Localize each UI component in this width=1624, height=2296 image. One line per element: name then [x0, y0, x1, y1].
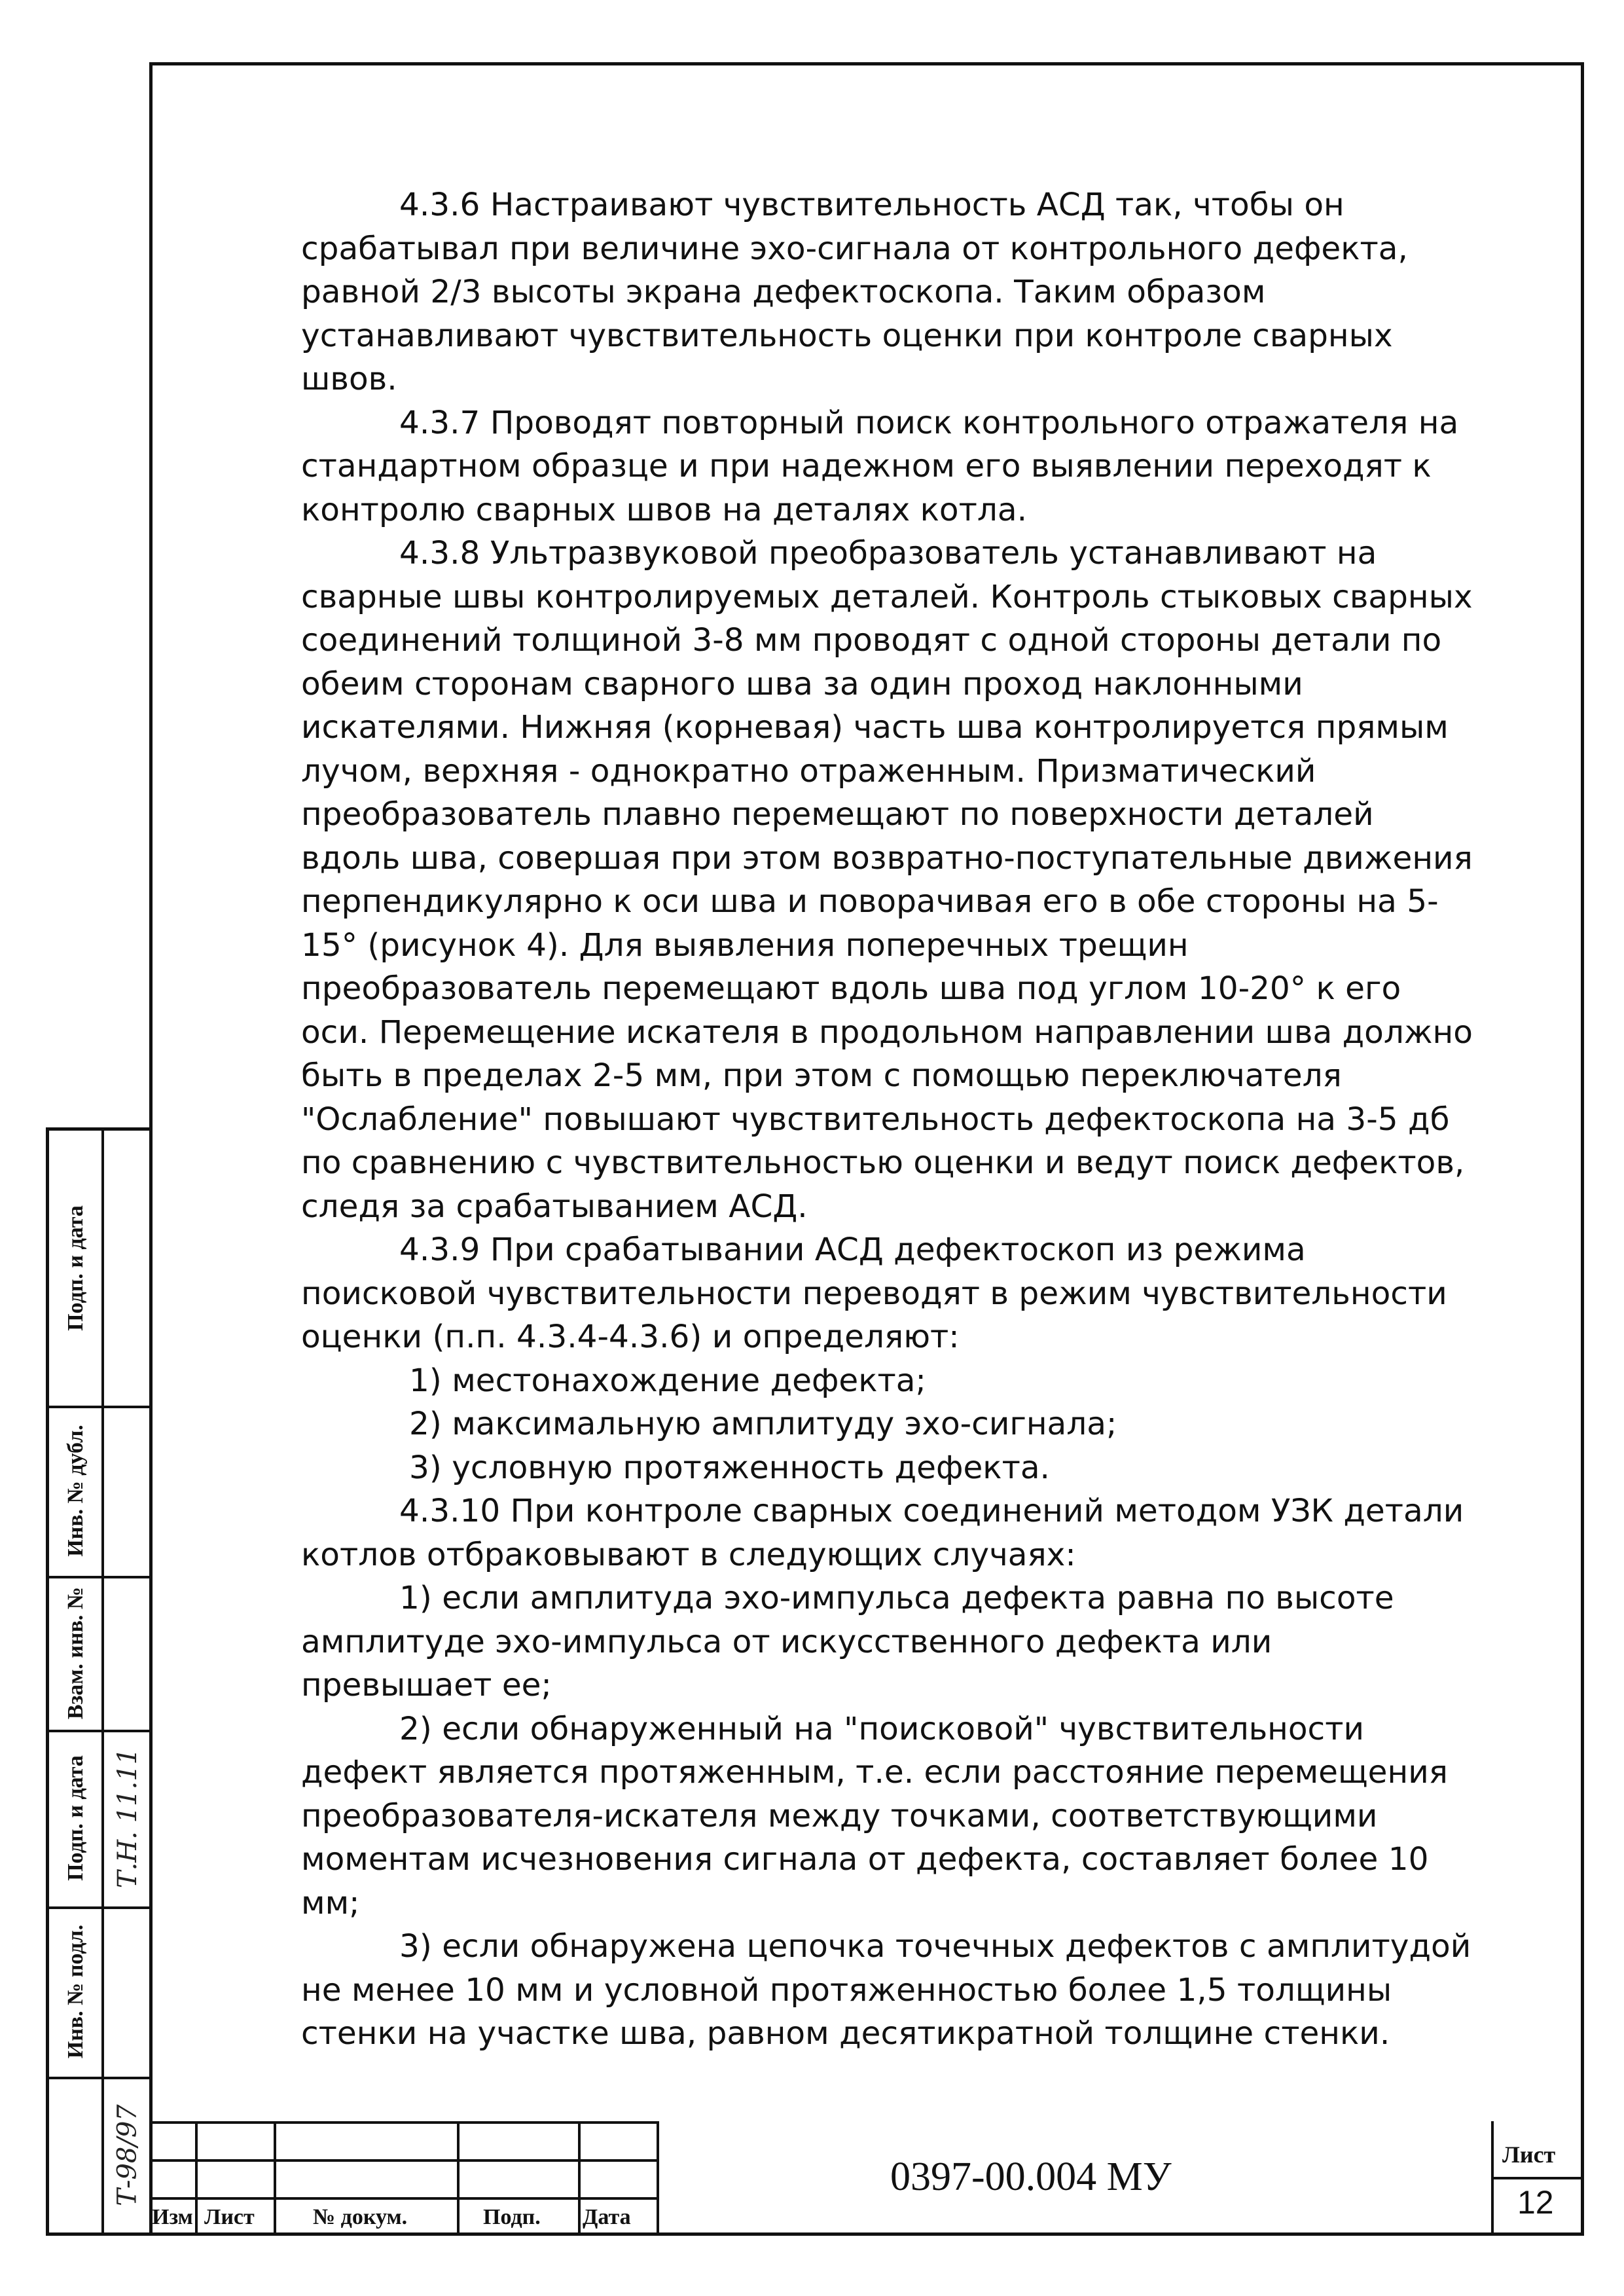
sheet-number: 12 — [1517, 2184, 1554, 2221]
document-body — [301, 183, 1473, 2056]
list-item: 3) если обнаружена цепочка точечных дефектов с амплитудой не менее 10 мм и условной протяженностью более 1,5 толщины стенки на участке шва, равном десятикратной толщине стенки. — [301, 1928, 1471, 2052]
paragraph-4-3-9: 4.3.9 При срабатывании АСД дефектоскоп из режима поисковой чувствительности переводят в режим чувствительности оценки (п.п. 4.3.4-4.3.6) и определяют: — [301, 1231, 1447, 1355]
document-number: 0397-00.004 МУ — [890, 2155, 1172, 2199]
sheet-label: Лист — [1502, 2141, 1556, 2168]
side-label-orig-inv: Инв. № подл. — [63, 1924, 88, 2059]
list-item: 1) если амплитуда эхо-импульса дефекта равна по высоте амплитуде эхо-импульса от искусственного дефекта или превышает ее; — [301, 1580, 1394, 1704]
tb-header-date: Дата — [583, 2205, 631, 2229]
paragraph-4-3-10: 4.3.10 При контроле сварных соединений методом УЗК детали котлов отбраковывают в следующих случаях: — [301, 1493, 1464, 1573]
list-item: 3) условную протяженность дефекта. — [409, 1449, 1050, 1486]
list-item: 2) максимальную амплитуду эхо-сигнала; — [409, 1406, 1117, 1442]
paragraph-4-3-7: 4.3.7 Проводят повторный поиск контрольного отражателя на стандартном образце и при надежном его выявлении переходят к контролю сварных швов на деталях котла. — [301, 404, 1459, 528]
side-label-replace-inv: Взам. инв. № — [63, 1586, 88, 1719]
side-label-sign-date: Подп. и дата — [63, 1205, 88, 1331]
list-item: 2) если обнаруженный на "поисковой" чувствительности дефект является протяженным, т.е. если расстояние перемещения преобразователя-искателя между точками, соответствующими моментам исчезновения сигнала от дефекта, составляет более 10 мм; — [301, 1710, 1448, 1922]
tb-col-line — [195, 2121, 198, 2236]
side-divider — [101, 1131, 104, 2232]
tb-col-line — [657, 2121, 659, 2236]
tb-col-line — [457, 2121, 460, 2236]
side-label-dup-inv: Инв. № дубл. — [63, 1425, 88, 1557]
tb-header-list: Лист — [204, 2205, 255, 2229]
tb-row-line — [1491, 2177, 1584, 2179]
side-stamp-strip — [46, 1127, 149, 2236]
handwritten-signature: Т.Н. 11.11 — [113, 1747, 143, 1889]
tb-col-line — [1491, 2121, 1494, 2236]
tb-header-izm: Изм — [152, 2205, 193, 2229]
tb-header-doc: № докум. — [313, 2205, 408, 2229]
tb-header-sign: Подп. — [483, 2205, 541, 2229]
side-label-sign-date-2: Подп. и дата — [63, 1755, 88, 1881]
tb-col-line — [274, 2121, 276, 2236]
handwritten-inv-number: Т-98/97 — [113, 2104, 143, 2206]
list-item: 1) местонахождение дефекта; — [409, 1362, 926, 1399]
paragraph-4-3-8: 4.3.8 Ультразвуковой преобразователь устанавливают на сварные швы контролируемых деталей. Контроль стыковых сварных соединений толщиной 3-8 мм проводят с одной стороны детали по обеим сторонам сварного шва за один проход наклонными искателями. Нижняя (корневая) часть шва контролируется прямым лучом, верхняя - однократно отраженным. Призматический преобразователь плавно перемещают по поверхности деталей вдоль шва, совершая при этом возвратно-поступательные движения перпендикулярно к оси шва и поворачивая его в обе стороны на 5-15° (рисунок 4). Для выявления поперечных трещин преобразователь перемещают вдоль шва под углом 10-20° к его оси. Перемещение искателя в продольном направлении шва должно быть в пределах 2-5 мм, при этом с помощью переключателя "Ослабление" повышают чувствительность дефектоскопа на 3-5 дб по сравнению с чувствительностью оценки и ведут поиск дефектов, следя за срабатыванием АСД. — [301, 535, 1473, 1225]
tb-col-line — [578, 2121, 581, 2236]
paragraph-4-3-6: 4.3.6 Настраивают чувствительность АСД так, чтобы он срабатывал при величине эхо-сигнала от контрольного дефекта, равной 2/3 высоты экрана дефектоскопа. Таким образом устанавливают чувствительность оценки при контроле сварных швов. — [301, 187, 1408, 397]
